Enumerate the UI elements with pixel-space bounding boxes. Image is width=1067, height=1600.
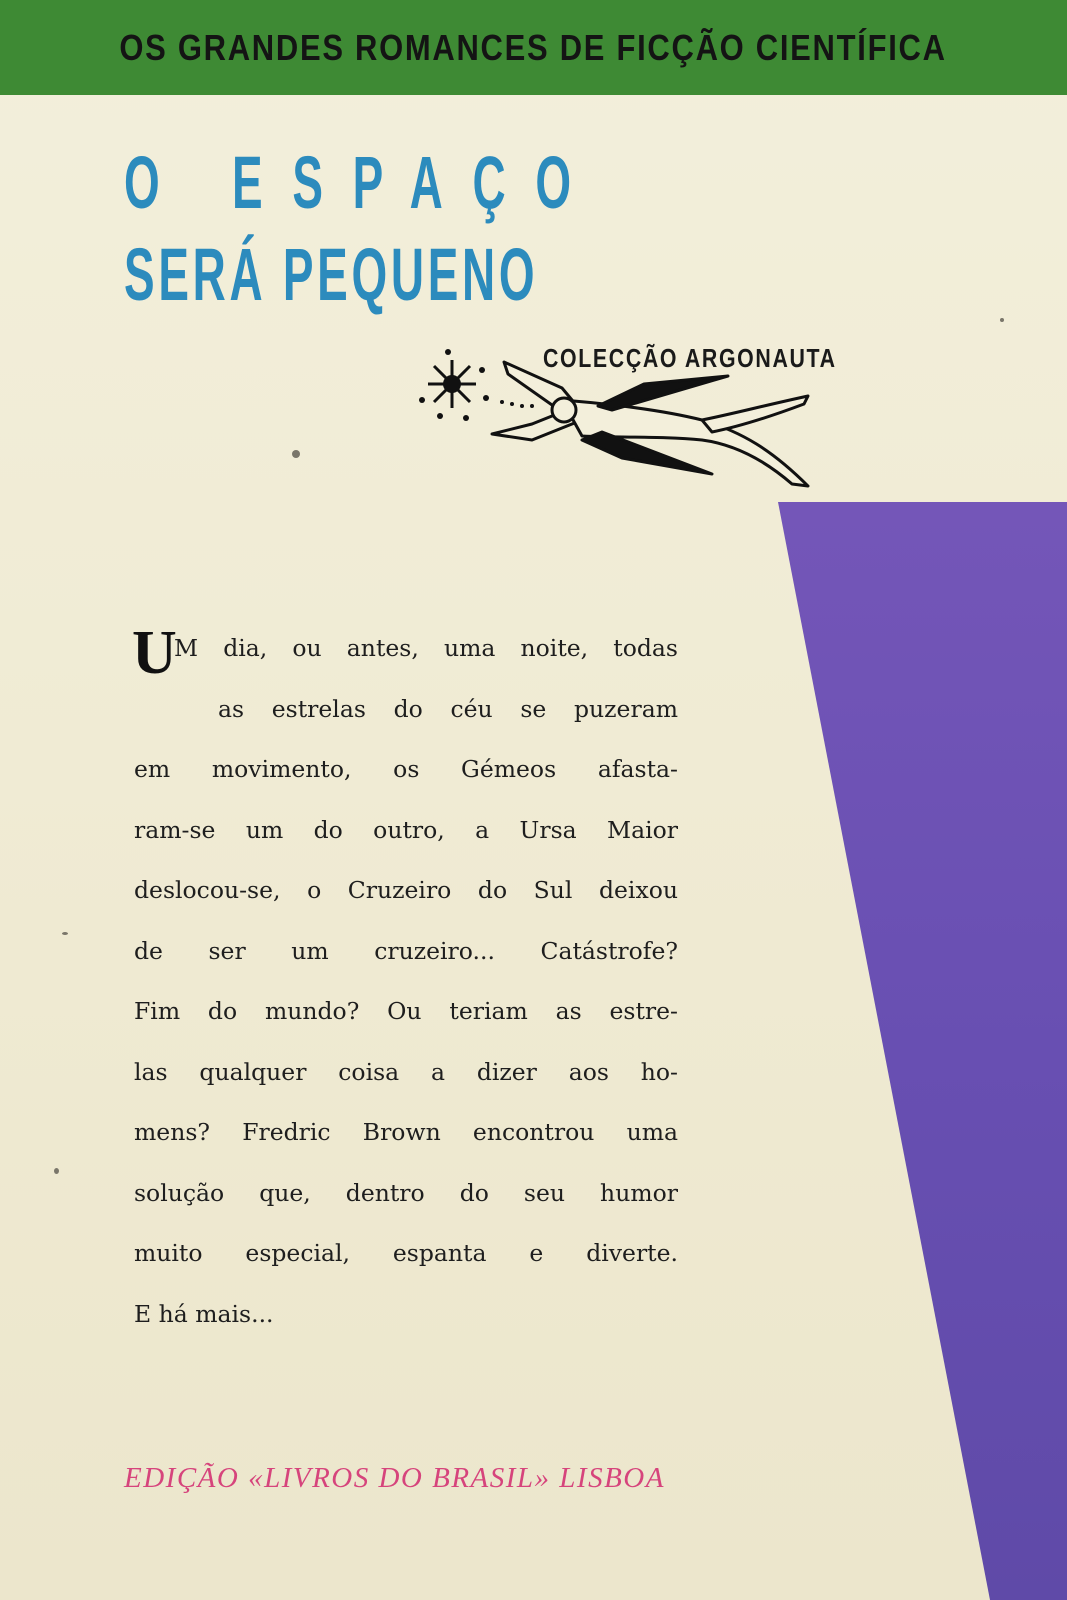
blurb-line: M dia, ou antes, uma noite, todas [174, 634, 678, 662]
blurb-line: E há mais... [134, 1299, 274, 1328]
paper-speck [292, 450, 300, 458]
paper-speck [1000, 318, 1004, 322]
blurb-line: solução que, dentro do seu humor [134, 1178, 678, 1207]
blurb-line: em movimento, os Gémeos afasta- [134, 755, 678, 783]
book-title-line-2: SERÁ PEQUENO [124, 233, 539, 316]
blurb-text [134, 618, 678, 1344]
blurb-line: muito especial, espanta e diverte. [134, 1239, 678, 1267]
blurb-line: Fim do mundo? Ou teriam as estre- [134, 997, 678, 1025]
blurb-line: as estrelas do céu se puzeram [218, 694, 678, 723]
blurb-line: deslocou-se, o Cruzeiro do Sul deixou [134, 876, 678, 904]
blurb-line: ram-se um do outro, a Ursa Maior [134, 815, 678, 844]
book-title-line-1: O ESPAÇO [124, 141, 601, 224]
blurb-line: mens? Fredric Brown encontrou uma [134, 1118, 678, 1146]
paper-speck [62, 932, 68, 935]
blurb-line: de ser um cruzeiro... Catástrofe? [134, 936, 678, 965]
collection-label: COLECÇÃO ARGONAUTA [543, 343, 837, 373]
paper-speck [54, 1168, 59, 1174]
series-banner [0, 0, 1067, 95]
banner-text: OS GRANDES ROMANCES DE FICÇÃO CIENTÍFICA [119, 26, 948, 68]
publisher-imprint: EDIÇÃO «LIVROS DO BRASIL» LISBOA [124, 1462, 665, 1494]
blurb-line: las qualquer coisa a dizer aos ho- [134, 1057, 678, 1086]
drop-cap-initial: U [132, 619, 177, 687]
